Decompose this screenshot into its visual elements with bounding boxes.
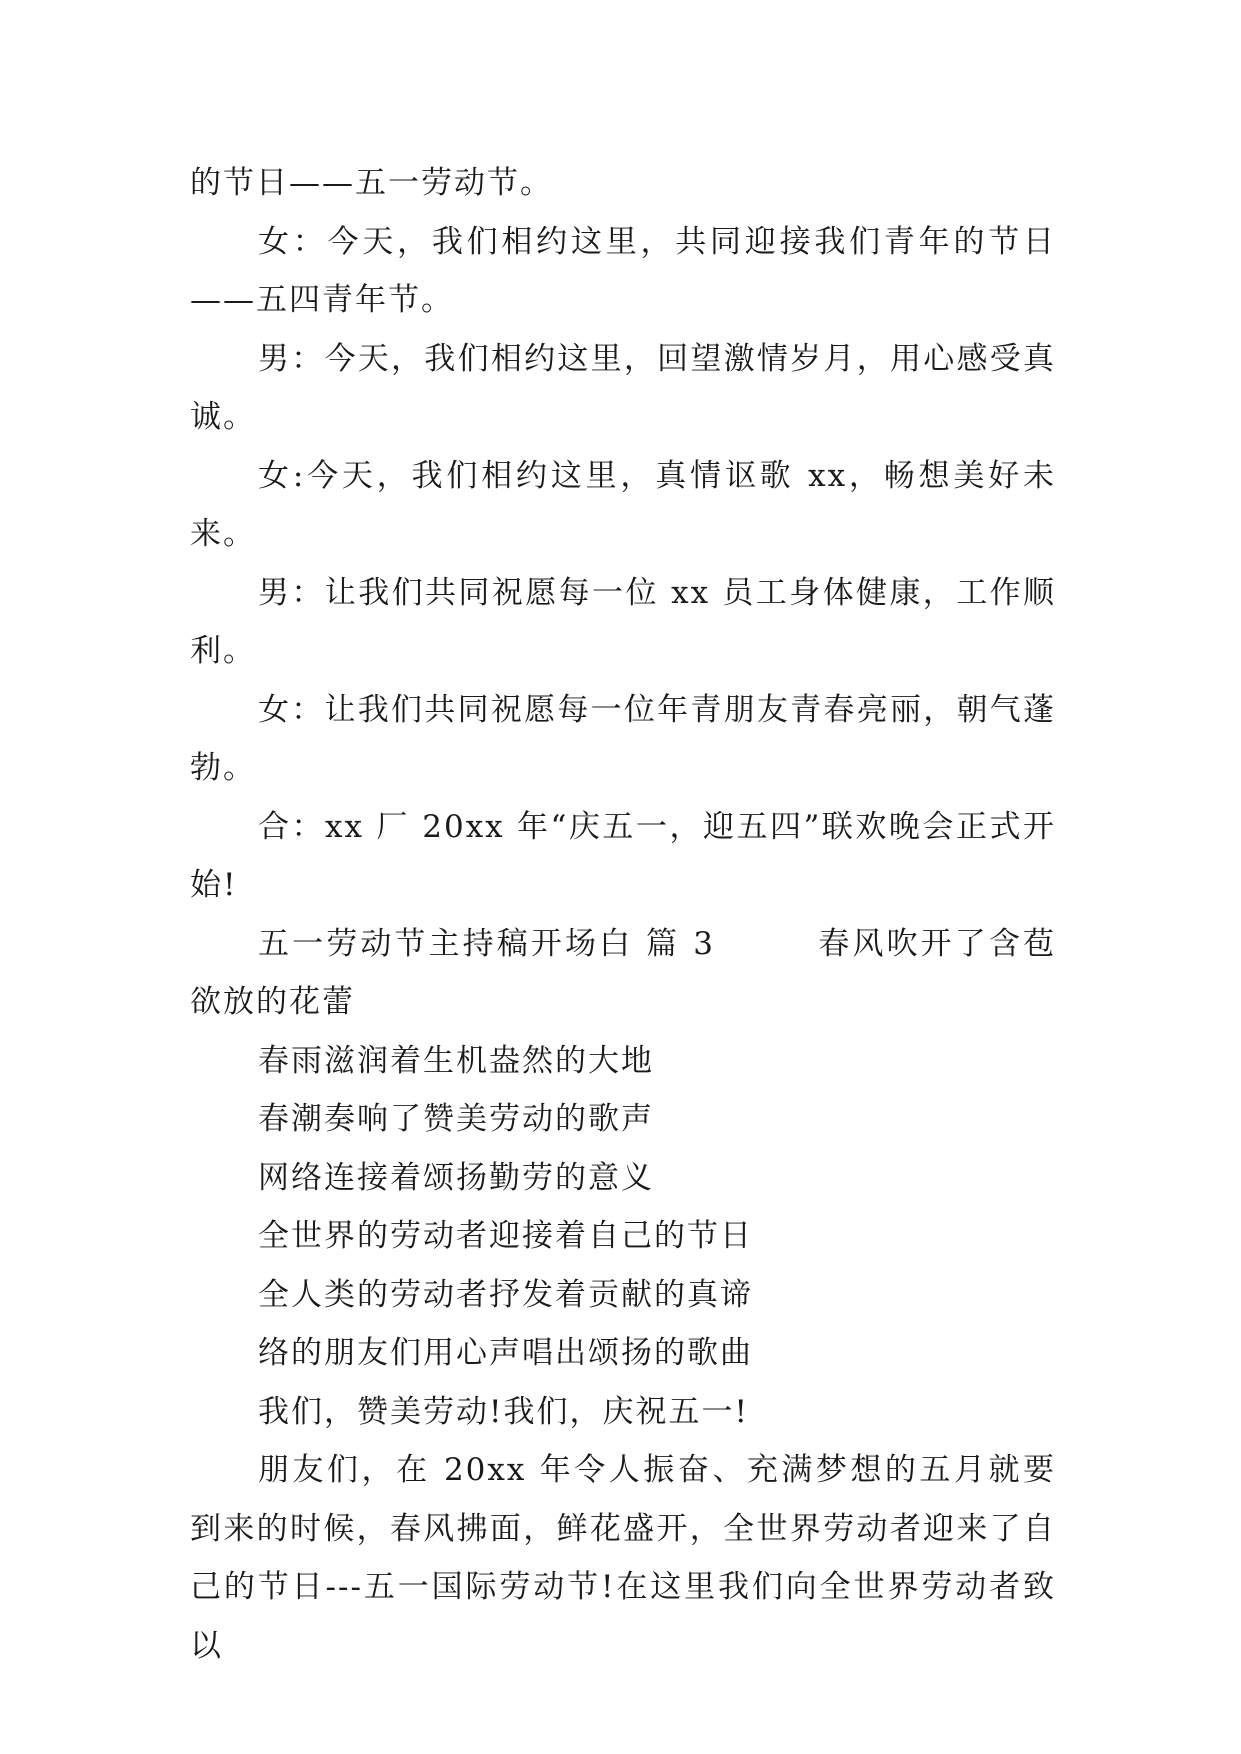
- paragraph-female-host-2: 女:今天，我们相约这里，真情讴歌 xx，畅想美好未来。: [190, 457, 1056, 552]
- verse-line-5: 全人类的劳动者抒发着贡献的真谛: [258, 1276, 753, 1313]
- document-body: [190, 154, 1056, 1675]
- verse-line-2: 春潮奏响了赞美劳动的歌声: [258, 1101, 654, 1137]
- paragraph-female-host-3: 女：让我们共同祝愿每一位年青朋友青春亮丽，朝气蓬勃。: [190, 691, 1056, 786]
- paragraph-together: 合：xx 厂 20xx 年“庆五一，迎五四”联欢晚会正式开始!: [190, 808, 1056, 903]
- paragraph-continuation: 的节日——五一劳动节。: [190, 165, 553, 201]
- verse-line-7: 我们，赞美劳动!我们，庆祝五一!: [258, 1393, 749, 1430]
- paragraph-male-host-2: 男：让我们共同祝愿每一位 xx 员工身体健康，工作顺利。: [190, 574, 1056, 669]
- paragraph-closing: 朋友们，在 20xx 年令人振奋、充满梦想的五月就要到来的时候，春风拂面，鲜花盛开，全世界劳动者迎来了自己的节日---五一国际劳动节!在这里我们向全世界劳动者致以: [190, 1452, 1056, 1664]
- paragraph-female-host-1: 女：今天，我们相约这里，共同迎接我们青年的节日——五四青年节。: [190, 223, 1056, 318]
- verse-line-3: 网络连接着颂扬勤劳的意义: [258, 1159, 654, 1196]
- verse-line-1: 春雨滋润着生机盎然的大地: [258, 1042, 654, 1079]
- section-heading-part-3: 五一劳动节主持稿开场白 篇 3 春风吹开了含苞欲放的花蕾: [190, 925, 1056, 1020]
- verse-line-4: 全世界的劳动者迎接着自己的节日: [258, 1218, 753, 1254]
- paragraph-male-host-1: 男：今天，我们相约这里，回望激情岁月，用心感受真诚。: [190, 340, 1056, 435]
- verse-line-6: 络的朋友们用心声唱出颂扬的歌曲: [258, 1335, 753, 1371]
